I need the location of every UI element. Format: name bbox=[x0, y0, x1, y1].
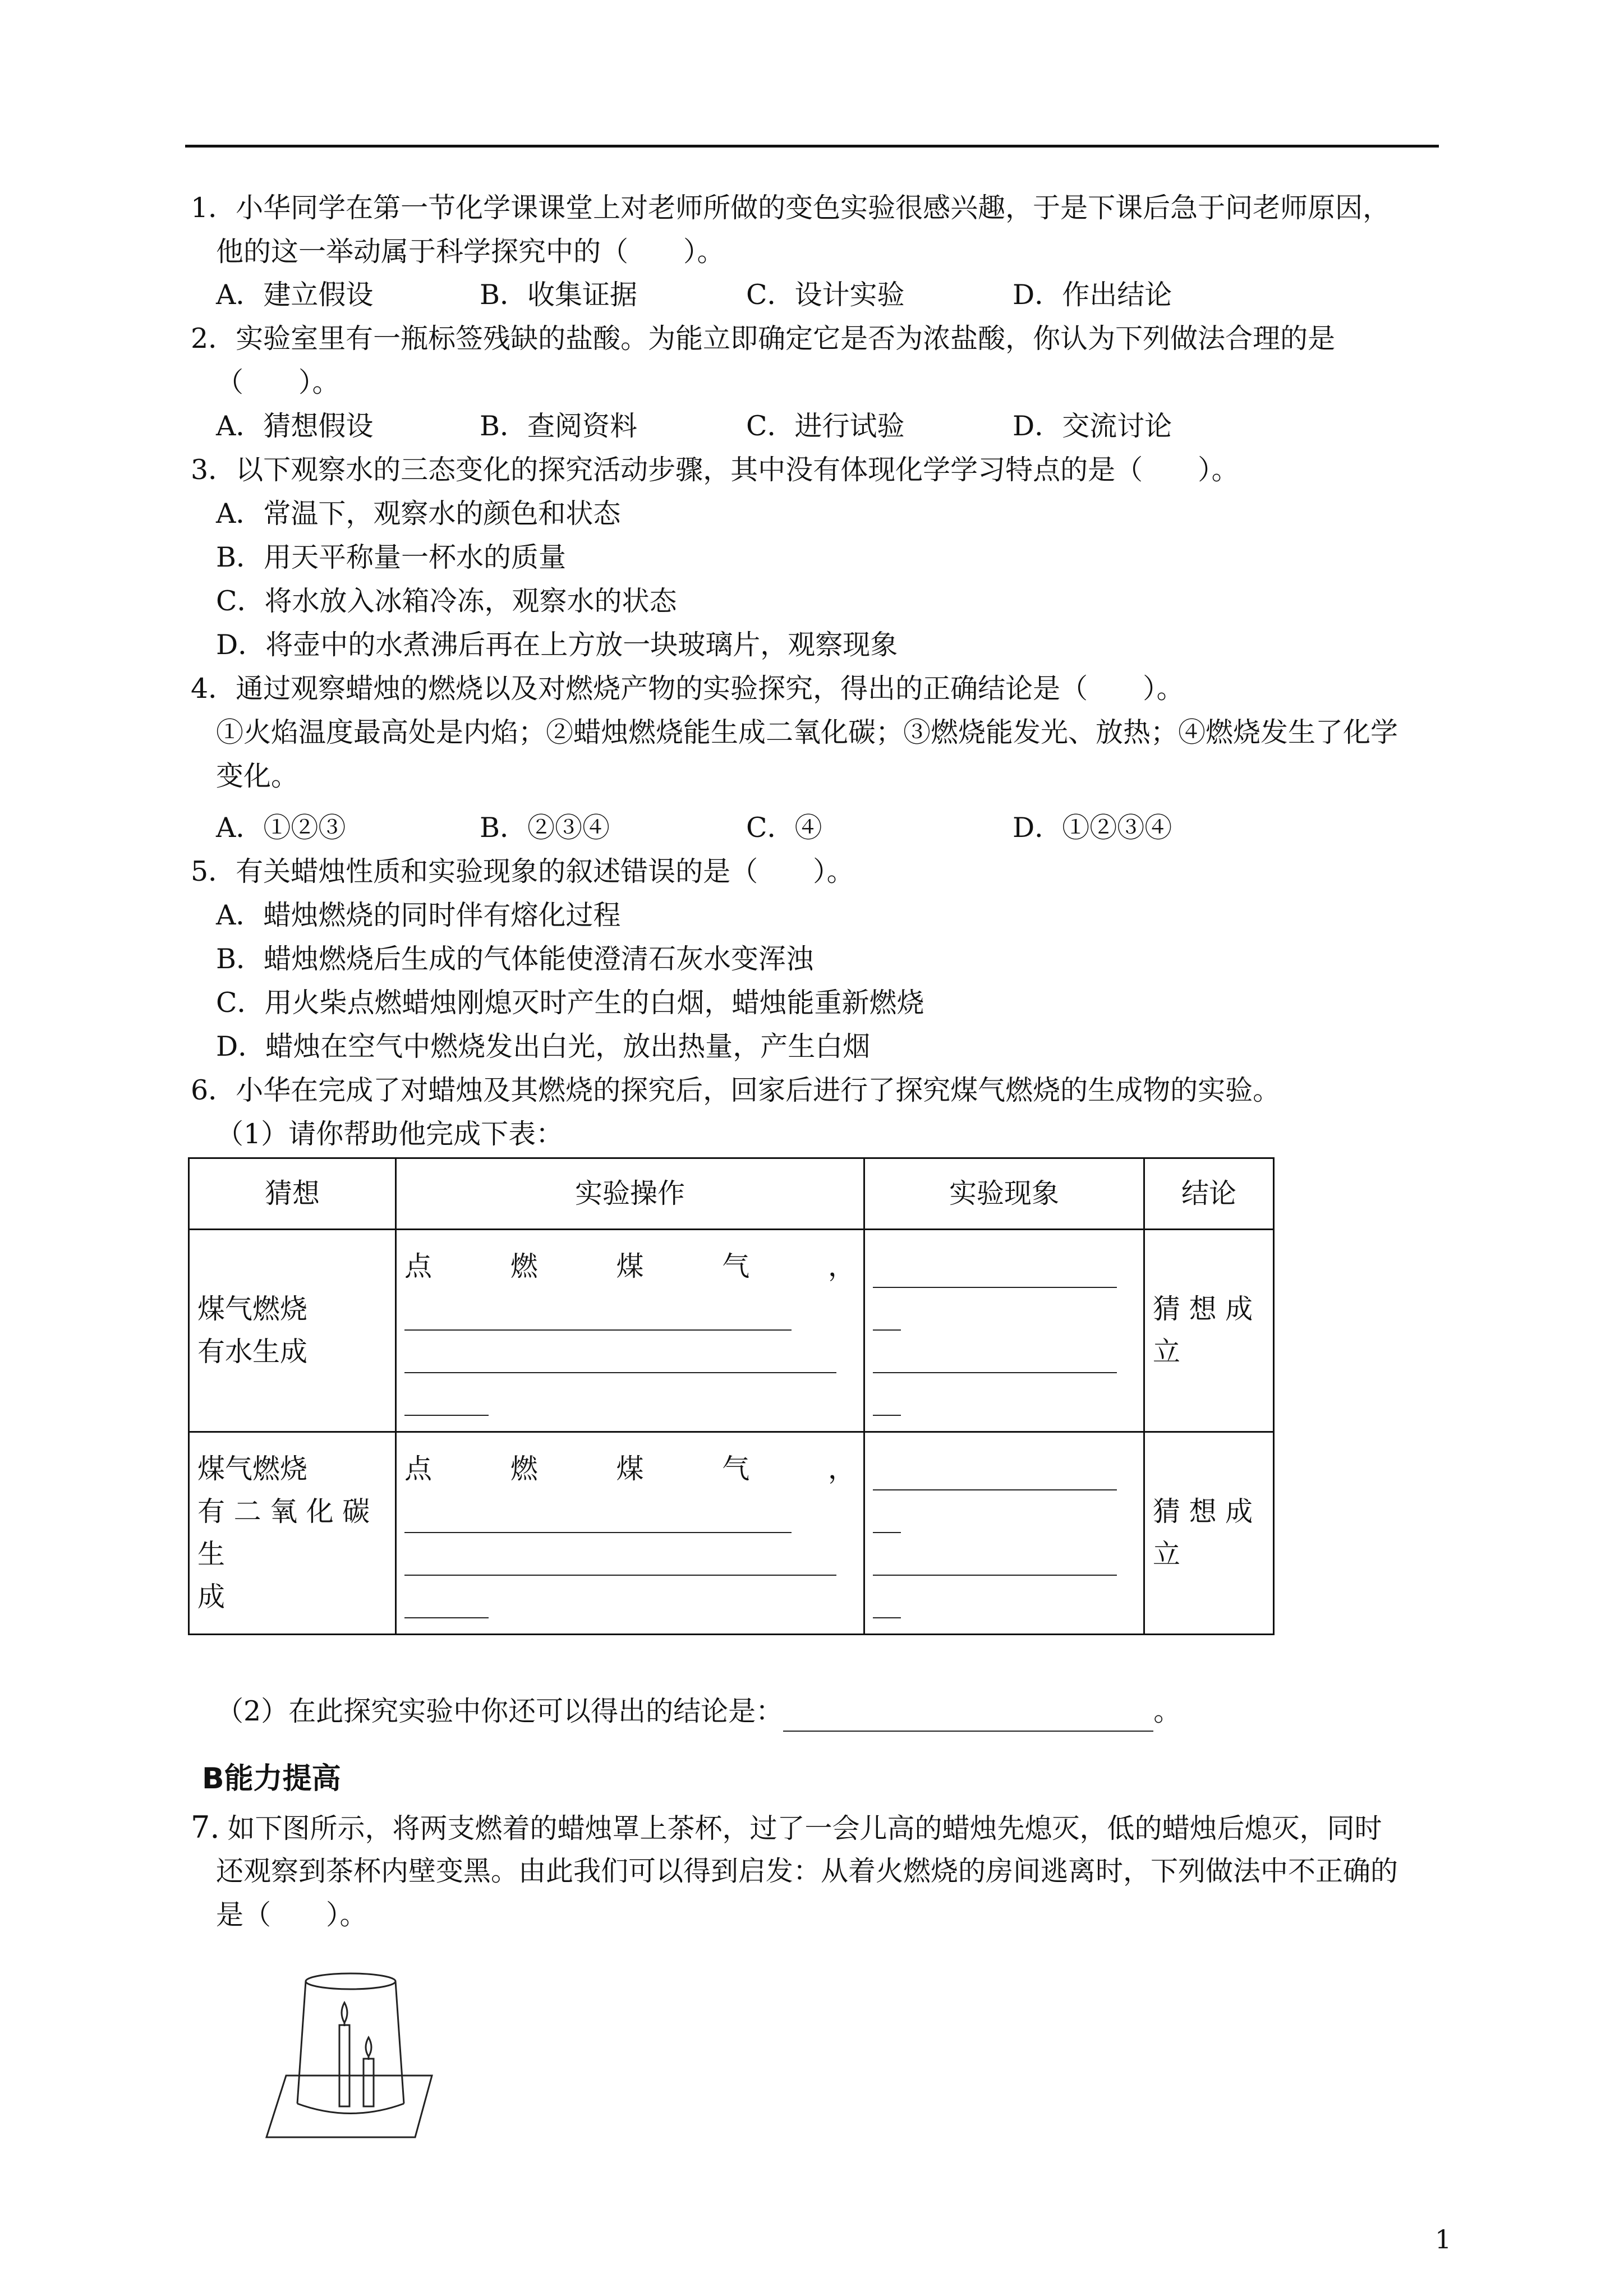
row2-guess bbox=[189, 1432, 396, 1635]
q1-line2: 他的这一举动属于科学探究中的（ ）。 bbox=[216, 236, 725, 268]
row2-op-word: 燃 bbox=[510, 1453, 538, 1485]
row1-op-word: 气 bbox=[722, 1250, 750, 1282]
row1-op-word: 燃 bbox=[510, 1250, 538, 1282]
header-operation: 实验操作 bbox=[396, 1158, 864, 1230]
q1-option-d: D．作出结论 bbox=[1013, 279, 1172, 311]
q4-option-b: B．②③④ bbox=[480, 812, 610, 844]
q2-option-c: C．进行试验 bbox=[746, 410, 905, 442]
q4-option-d: D．①②③④ bbox=[1013, 812, 1172, 844]
q7-number: 7. bbox=[191, 1810, 220, 1845]
section-b-heading: B能力提高 bbox=[202, 1762, 341, 1796]
row1-phenomenon-blank-2[interactable] bbox=[873, 1300, 901, 1331]
q3-line1: 3．以下观察水的三态变化的探究活动步骤，其中没有体现化学学习特点的是（ ）。 bbox=[191, 454, 1239, 486]
row2-conclusion bbox=[1144, 1432, 1274, 1635]
row2-op-word: ， bbox=[827, 1453, 855, 1485]
row2-phenomenon-blank-1[interactable] bbox=[873, 1460, 1117, 1490]
row1-phenomenon bbox=[864, 1230, 1144, 1432]
row1-operation-words bbox=[404, 1245, 855, 1288]
short-candle-flame-icon bbox=[366, 2037, 371, 2056]
q5-option-b: B．蜡烛燃烧后生成的气体能使澄清石灰水变浑浊 bbox=[216, 943, 814, 975]
q5-line1: 5．有关蜡烛性质和实验现象的叙述错误的是（ ）。 bbox=[191, 855, 854, 887]
cup-rim-top bbox=[306, 1973, 395, 1989]
q4-line3: 变化。 bbox=[216, 760, 299, 792]
cup-side-left bbox=[297, 1981, 306, 2104]
header-phenomenon: 实验现象 bbox=[864, 1158, 1144, 1230]
q3-option-c: C．将水放入冰箱冷冻，观察水的状态 bbox=[216, 585, 677, 617]
q6-sub2-blank[interactable] bbox=[783, 1701, 1153, 1732]
q2-options bbox=[216, 406, 1450, 447]
row2-phenomenon-blank-4[interactable] bbox=[873, 1588, 901, 1618]
row1-conclusion-line2: 立 bbox=[1153, 1336, 1181, 1368]
row1-phenomenon-blank-4[interactable] bbox=[873, 1386, 901, 1416]
q6-sub2-prefix: （2）在此探究实验中你还可以得出的结论是： bbox=[216, 1695, 784, 1727]
q3-option-b: B．用天平称量一杯水的质量 bbox=[216, 541, 567, 573]
page-number: 1 bbox=[1435, 2224, 1452, 2254]
q3-option-d: D．将壶中的水煮沸后再在上方放一块玻璃片，观察现象 bbox=[216, 629, 898, 661]
row1-operation-blank-1[interactable] bbox=[404, 1300, 792, 1331]
q6-sub1: （1）请你帮助他完成下表： bbox=[216, 1118, 564, 1150]
row1-operation-blank-2[interactable] bbox=[404, 1343, 836, 1373]
row1-operation-blank-3[interactable] bbox=[404, 1386, 489, 1416]
q1-option-a: A．建立假设 bbox=[216, 279, 374, 311]
q1-line1: 1．小华同学在第一节化学课课堂上对老师所做的变色实验很感兴趣，于是下课后急于问老师原因， bbox=[191, 192, 1391, 224]
cup-side-right bbox=[395, 1981, 404, 2104]
row1-phenomenon-blank-3[interactable] bbox=[873, 1343, 1117, 1373]
header-guess: 猜想 bbox=[189, 1158, 396, 1230]
cup-figure bbox=[266, 1973, 432, 2137]
experiment-table bbox=[188, 1157, 1275, 1635]
row1-op-word: 点 bbox=[404, 1250, 433, 1282]
row1-operation bbox=[396, 1230, 864, 1432]
q4-options bbox=[216, 808, 1450, 848]
q1-option-b: B．收集证据 bbox=[480, 279, 638, 311]
row2-guess-line2: 有 二 氧 化 碳 生 bbox=[197, 1496, 370, 1570]
table-row bbox=[189, 1432, 1274, 1635]
row1-guess-line1: 煤气燃烧 bbox=[197, 1293, 308, 1325]
row1-conclusion-line1: 猜 想 成 bbox=[1153, 1293, 1253, 1325]
q4-option-a: A．①②③ bbox=[216, 812, 346, 844]
row2-operation-blank-2[interactable] bbox=[404, 1545, 836, 1576]
row1-guess bbox=[189, 1230, 396, 1432]
row1-op-word: ， bbox=[827, 1250, 855, 1282]
row2-op-word: 气 bbox=[722, 1453, 750, 1485]
q5-option-d: D．蜡烛在空气中燃烧发出白光，放出热量，产生白烟 bbox=[216, 1030, 871, 1062]
row2-phenomenon-blank-2[interactable] bbox=[873, 1503, 901, 1533]
row2-phenomenon bbox=[864, 1432, 1144, 1635]
row1-phenomenon-blank-1[interactable] bbox=[873, 1258, 1117, 1288]
q1-options bbox=[216, 275, 1450, 315]
row2-guess-line3: 成 bbox=[197, 1581, 226, 1613]
row2-operation-blank-3[interactable] bbox=[404, 1588, 489, 1618]
q4-option-c: C．④ bbox=[746, 812, 822, 844]
table-header-row bbox=[189, 1158, 1274, 1230]
candles-under-cup-figure bbox=[264, 1969, 452, 2143]
table-row bbox=[189, 1230, 1274, 1432]
short-candle-icon bbox=[364, 2059, 374, 2106]
q7-line3: 是（ ）。 bbox=[216, 1899, 367, 1931]
q6-sub2-suffix: 。 bbox=[1153, 1695, 1181, 1727]
cup-rim-bottom bbox=[297, 2104, 404, 2114]
q6-line1: 6．小华在完成了对蜡烛及其燃烧的探究后，回家后进行了探究煤气燃烧的生成物的实验。 bbox=[191, 1074, 1281, 1106]
q4-line2: ①火焰温度最高处是内焰；②蜡烛燃烧能生成二氧化碳；③燃烧能发光、放热；④燃烧发生了化学 bbox=[216, 716, 1398, 748]
header-rule bbox=[185, 145, 1439, 148]
q5-option-c: C．用火柴点燃蜡烛刚熄灭时产生的白烟，蜡烛能重新燃烧 bbox=[216, 987, 924, 1019]
q4-line1: 4．通过观察蜡烛的燃烧以及对燃烧产物的实验探究，得出的正确结论是（ ）。 bbox=[191, 673, 1184, 705]
tall-candle-icon bbox=[339, 2025, 349, 2106]
q2-option-d: D．交流讨论 bbox=[1013, 410, 1172, 442]
header-conclusion: 结论 bbox=[1144, 1158, 1274, 1230]
q1-option-c: C．设计实验 bbox=[746, 279, 905, 311]
row2-operation bbox=[396, 1432, 864, 1635]
q2-line1: 2．实验室里有一瓶标签残缺的盐酸。为能立即确定它是否为浓盐酸，你认为下列做法合理的是 bbox=[191, 323, 1336, 355]
row2-conclusion-line1: 猜 想 成 bbox=[1153, 1496, 1253, 1527]
row1-op-word: 煤 bbox=[616, 1250, 644, 1282]
q5-option-a: A．蜡烛燃烧的同时伴有熔化过程 bbox=[216, 899, 621, 931]
q2-line2: （ ）。 bbox=[216, 366, 340, 398]
q7-line1-text: 如下图所示，将两支燃着的蜡烛罩上茶杯，过了一会儿高的蜡烛先熄灭，低的蜡烛后熄灭，同时 bbox=[227, 1812, 1382, 1844]
row2-guess-line1: 煤气燃烧 bbox=[197, 1453, 308, 1485]
row2-operation-words bbox=[404, 1448, 855, 1490]
q7-line2: 还观察到茶杯内壁变黑。由此我们可以得到启发：从着火燃烧的房间逃离时，下列做法中不正确的 bbox=[216, 1855, 1398, 1887]
row1-conclusion bbox=[1144, 1230, 1274, 1432]
q2-option-b: B．查阅资料 bbox=[480, 410, 638, 442]
q3-option-a: A．常温下，观察水的颜色和状态 bbox=[216, 498, 621, 530]
row2-operation-blank-1[interactable] bbox=[404, 1503, 792, 1533]
row2-op-word: 点 bbox=[404, 1453, 433, 1485]
tall-candle-flame-icon bbox=[342, 2003, 347, 2023]
row2-op-word: 煤 bbox=[616, 1453, 644, 1485]
q6-sub2 bbox=[216, 1691, 1181, 1732]
q2-option-a: A．猜想假设 bbox=[216, 410, 374, 442]
q7-line1 bbox=[191, 1807, 1382, 1849]
row2-phenomenon-blank-3[interactable] bbox=[873, 1545, 1117, 1576]
row2-conclusion-line2: 立 bbox=[1153, 1538, 1181, 1570]
row1-guess-line2: 有水生成 bbox=[197, 1336, 308, 1368]
